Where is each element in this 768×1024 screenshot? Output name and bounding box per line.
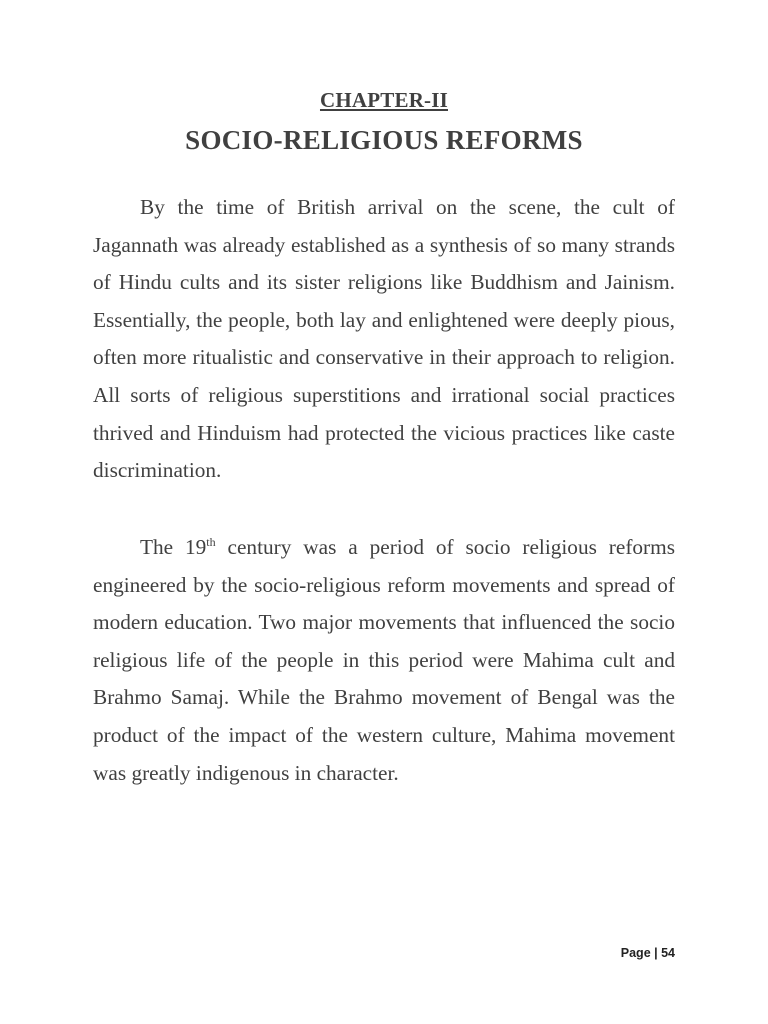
chapter-label: CHAPTER-II [319,88,448,112]
page-number: Page | 54 [620,946,675,960]
paragraph-2-start: The 19 [140,535,207,559]
paragraph-2-rest: century was a period of socio religious reforms engineered by the socio-religious reform movements and spread of modern education. Two major movements that influenced the socio religious life of the people in this period were Mahima cult and Brahmo Samaj. While the Brahmo movement of Bengal was the product of the impact of the western culture, Mahima movement was greatly indigenous in character. [93,535,675,785]
paragraph-1: By the time of British arrival on the scene, the cult of Jagannath was already established as a synthesis of so many strands of Hindu cults and its sister religions like Buddhism and Jainism. Essentially, the people, both lay and enlightened were deeply pious, often more ritualistic and conservative in their approach to religion. All sorts of religious superstitions and irrational social practices thrived and Hinduism had protected the vicious practices like caste discrimination. [93,195,675,483]
paragraph-2 [93,529,675,792]
chapter-title: SOCIO-RELIGIOUS REFORMS [185,125,583,155]
ordinal-superscript: th [206,534,216,549]
